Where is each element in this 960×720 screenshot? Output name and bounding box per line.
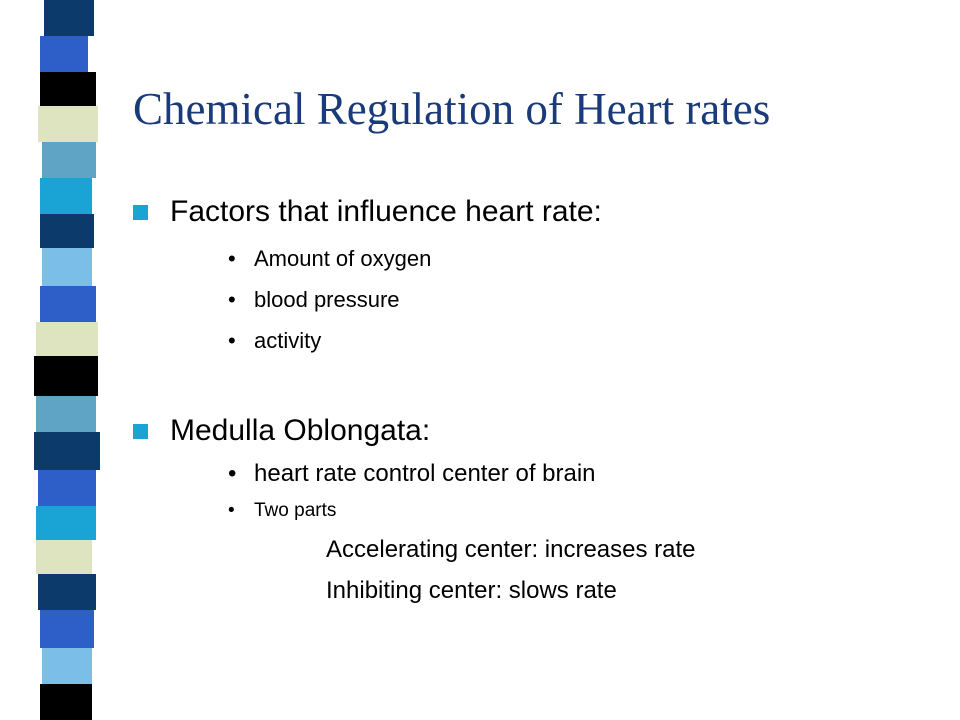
decorative-stripe xyxy=(40,36,88,72)
decorative-stripe xyxy=(40,610,94,648)
list-item-text: Two parts xyxy=(254,500,337,521)
detail-line-accelerating: Accelerating center: increases rate xyxy=(326,536,696,563)
list-item-text: heart rate control center of brain xyxy=(254,460,596,487)
decorative-stripe xyxy=(34,432,100,470)
list-item-text: blood pressure xyxy=(254,287,400,312)
decorative-stripe xyxy=(42,142,96,178)
section-bullet-square xyxy=(133,205,148,220)
decorative-stripe xyxy=(36,506,96,540)
list-item xyxy=(228,500,336,522)
bullet-dot: • xyxy=(228,460,237,487)
decorative-stripe xyxy=(40,72,96,106)
list-item xyxy=(228,460,596,488)
list-item xyxy=(228,328,321,354)
decorative-stripe xyxy=(38,106,98,142)
decorative-stripe xyxy=(36,322,98,356)
slide-title: Chemical Regulation of Heart rates xyxy=(133,84,771,134)
decorative-stripe xyxy=(42,648,92,684)
decorative-stripe xyxy=(40,286,96,322)
decorative-stripe xyxy=(38,470,96,506)
decorative-stripe-bar xyxy=(0,0,110,720)
decorative-stripe xyxy=(44,0,94,36)
bullet-dot: • xyxy=(228,287,236,312)
bullet-dot: • xyxy=(228,328,236,353)
list-item xyxy=(228,246,431,272)
decorative-stripe xyxy=(40,178,92,214)
list-item-text: Amount of oxygen xyxy=(254,246,432,271)
detail-line-inhibiting: Inhibiting center: slows rate xyxy=(326,577,617,604)
decorative-stripe xyxy=(40,684,92,720)
decorative-stripe xyxy=(34,356,98,396)
section-heading-medulla: Medulla Oblongata: xyxy=(170,414,431,447)
list-item xyxy=(228,287,400,313)
section-heading-factors: Factors that influence heart rate: xyxy=(170,195,602,228)
bullet-dot: • xyxy=(228,246,236,271)
bullet-dot: • xyxy=(228,500,235,521)
decorative-stripe xyxy=(42,248,92,286)
section-bullet-square xyxy=(133,424,148,439)
decorative-stripe xyxy=(38,574,96,610)
list-item-text: activity xyxy=(254,328,322,353)
decorative-stripe xyxy=(36,396,96,432)
decorative-stripe xyxy=(40,214,94,248)
decorative-stripe xyxy=(36,540,92,574)
